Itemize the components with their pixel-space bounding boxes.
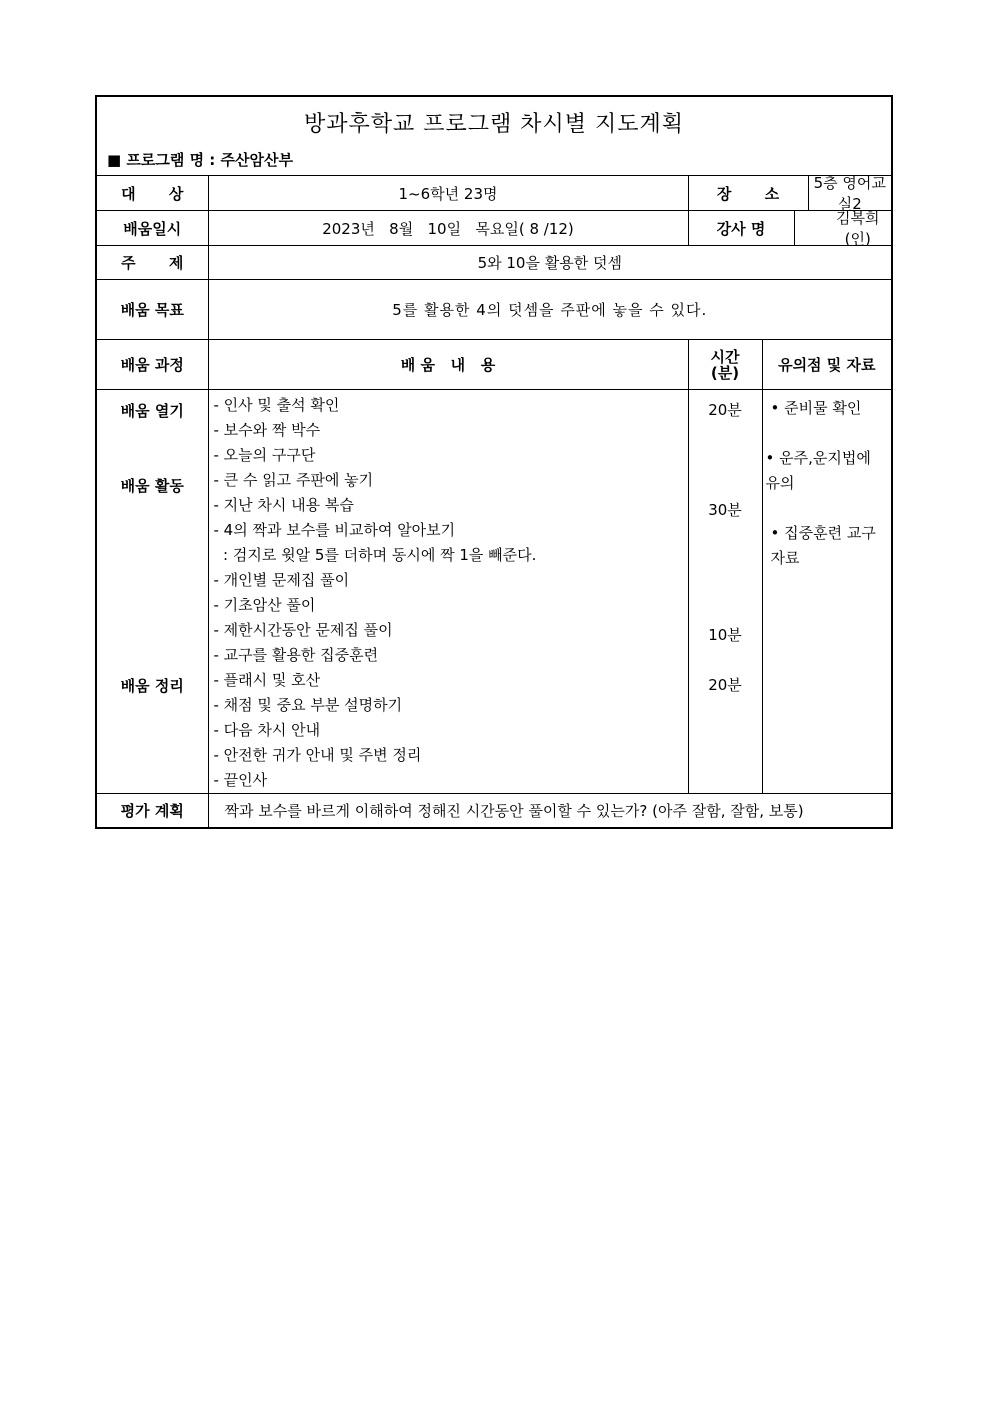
list-item: - 기초암산 풀이: [213, 596, 316, 614]
evaluation-text: 짝과 보수를 바르게 이해하여 정해진 시간동안 풀이할 수 있는가? (아주 잘함, 잘함, 보통): [208, 794, 892, 828]
teacher-cells: [688, 211, 892, 246]
list-item: - 끝인사: [213, 771, 268, 789]
teacher-value: 김복희 (인): [836, 209, 880, 248]
list-item: - 교구를 활용한 집중훈련: [213, 646, 379, 664]
stage-close: 배움 정리: [120, 676, 184, 695]
list-item: - 제한시간동안 문제집 풀이: [213, 621, 393, 639]
goal-label: 배움 목표: [96, 280, 208, 340]
time-activity: 30분: [708, 500, 742, 519]
content-list: [209, 390, 688, 793]
process-header: 배움 과정: [96, 340, 208, 390]
content-column: [208, 390, 688, 794]
list-item: - 다음 차시 안내: [213, 721, 321, 739]
list-item: - 큰 수 읽고 주판에 놓기: [213, 471, 374, 489]
list-item: - 안전한 귀가 안내 및 주변 정리: [213, 746, 422, 764]
time-practice: 10분: [708, 625, 742, 644]
list-item: - 보수와 짝 박수: [213, 421, 321, 439]
place-value: 5층 영어교실2: [813, 174, 886, 213]
notes-header: 유의점 및 자료: [762, 340, 892, 390]
content-header: 배 움 내 용: [208, 340, 688, 390]
list-item: - 인사 및 출석 확인: [213, 396, 340, 414]
place-cells: [688, 176, 892, 211]
teacher-label: 강사 명: [689, 211, 795, 245]
stage-open: 배움 열기: [120, 401, 184, 420]
target-label: 대 상: [96, 176, 208, 211]
place-label: 장 소: [689, 176, 809, 210]
stage-activity: 배움 활동: [120, 476, 184, 495]
date-value: 2023년 8월 10일 목요일( 8 /12): [208, 211, 688, 246]
stage-column: [96, 390, 208, 794]
topic-label: 주 제: [96, 246, 208, 280]
evaluation-label: 평가 계획: [96, 794, 208, 828]
notes-column: [762, 390, 892, 794]
time-column: [688, 390, 762, 794]
note-materials: • 준비물 확인: [770, 398, 862, 417]
time-open: 20분: [708, 400, 742, 419]
topic-value: 5와 10을 활용한 덧셈: [208, 246, 892, 280]
list-item: - 오늘의 구구단: [213, 446, 316, 464]
list-item: - 개인별 문제집 풀이: [213, 571, 350, 589]
program-name: ■ 프로그램 명 : 주산암산부: [107, 151, 293, 169]
list-item: - 지난 차시 내용 복습: [213, 496, 354, 514]
lesson-plan-table: [95, 95, 893, 829]
note-training: • 집중훈련 교구자료: [770, 523, 876, 567]
document-title: 방과후학교 프로그램 차시별 지도계획: [304, 112, 685, 137]
title-cell: [96, 96, 892, 176]
time-close: 20분: [708, 675, 742, 694]
list-item: - 플래시 및 호산: [213, 671, 321, 689]
goal-value: 5를 활용한 4의 덧셈을 주판에 놓을 수 있다.: [208, 280, 892, 340]
list-item: - 채점 및 중요 부분 설명하기: [213, 696, 403, 714]
date-label: 배움일시: [96, 211, 208, 246]
list-item: - 4의 짝과 보수를 비교하여 알아보기: [213, 521, 456, 539]
lesson-plan-document: [95, 95, 891, 829]
time-header: 시간 (분): [688, 340, 762, 390]
target-value: 1~6학년 23명: [208, 176, 688, 211]
note-technique: • 운주,운지법에 유의: [765, 448, 871, 492]
list-item: : 검지로 윗알 5를 더하며 동시에 짝 1을 빼준다.: [213, 546, 537, 564]
